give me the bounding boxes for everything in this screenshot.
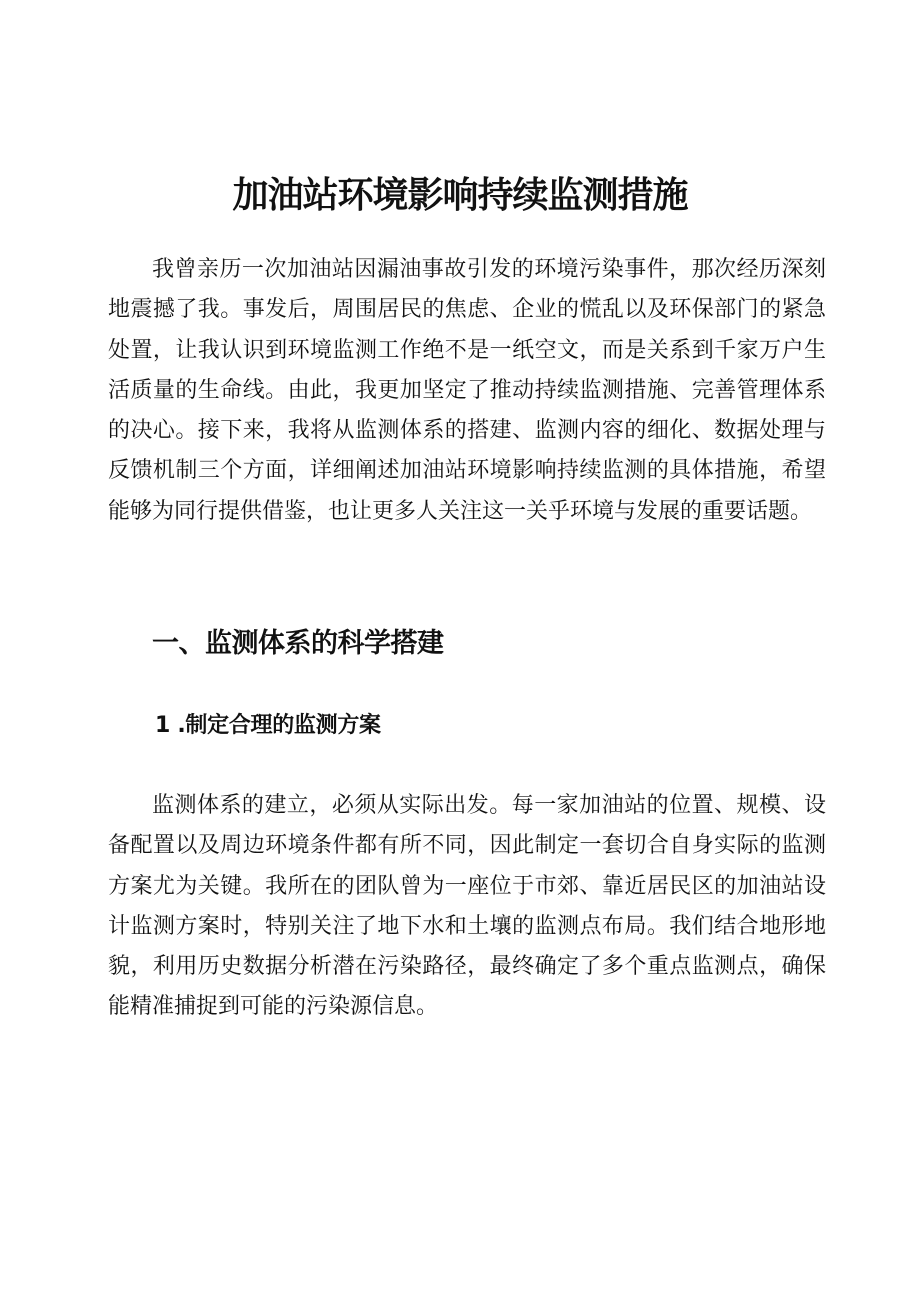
subsection-paragraph: 监测体系的建立，必须从实际出发。每一家加油站的位置、规模、设备配置以及周边环境条件都有所不同，因此制定一套切合自身实际的监测方案尤为关键。我所在的团队曾为一座位于市郊、靠近居民区的加油站设计监测方案时，特别关注了地下水和土壤的监测点布局。我们结合地形地貌，利用历史数据分析潜在污染路径，最终确定了多个重点监测点，确保能精准捕捉到可能的污染源信息。 xyxy=(108,793,826,1020)
section-heading: 一、监测体系的科学搭建 xyxy=(152,628,444,659)
document-title: 加油站环境影响持续监测措施 xyxy=(232,175,688,216)
intro-paragraph: 我曾亲历一次加油站因漏油事故引发的环境污染事件，那次经历深刻地震撼了我。事发后，周围居民的焦虑、企业的慌乱以及环保部门的紧急处置，让我认识到环境监测工作绝不是一纸空文，而是关系到千家万户生活质量的生命线。由此，我更加坚定了推动持续监测措施、完善管理体系的决心。接下来，我将从监测体系的搭建、监测内容的细化、数据处理与反馈机制三个方面，详细阐述加油站环境影响持续监测的具体措施，希望能够为同行提供借鉴，也让更多人关注这一关乎环境与发展的重要话题。 xyxy=(108,257,826,524)
subsection-heading: 1 .制定合理的监测方案 xyxy=(155,713,381,738)
